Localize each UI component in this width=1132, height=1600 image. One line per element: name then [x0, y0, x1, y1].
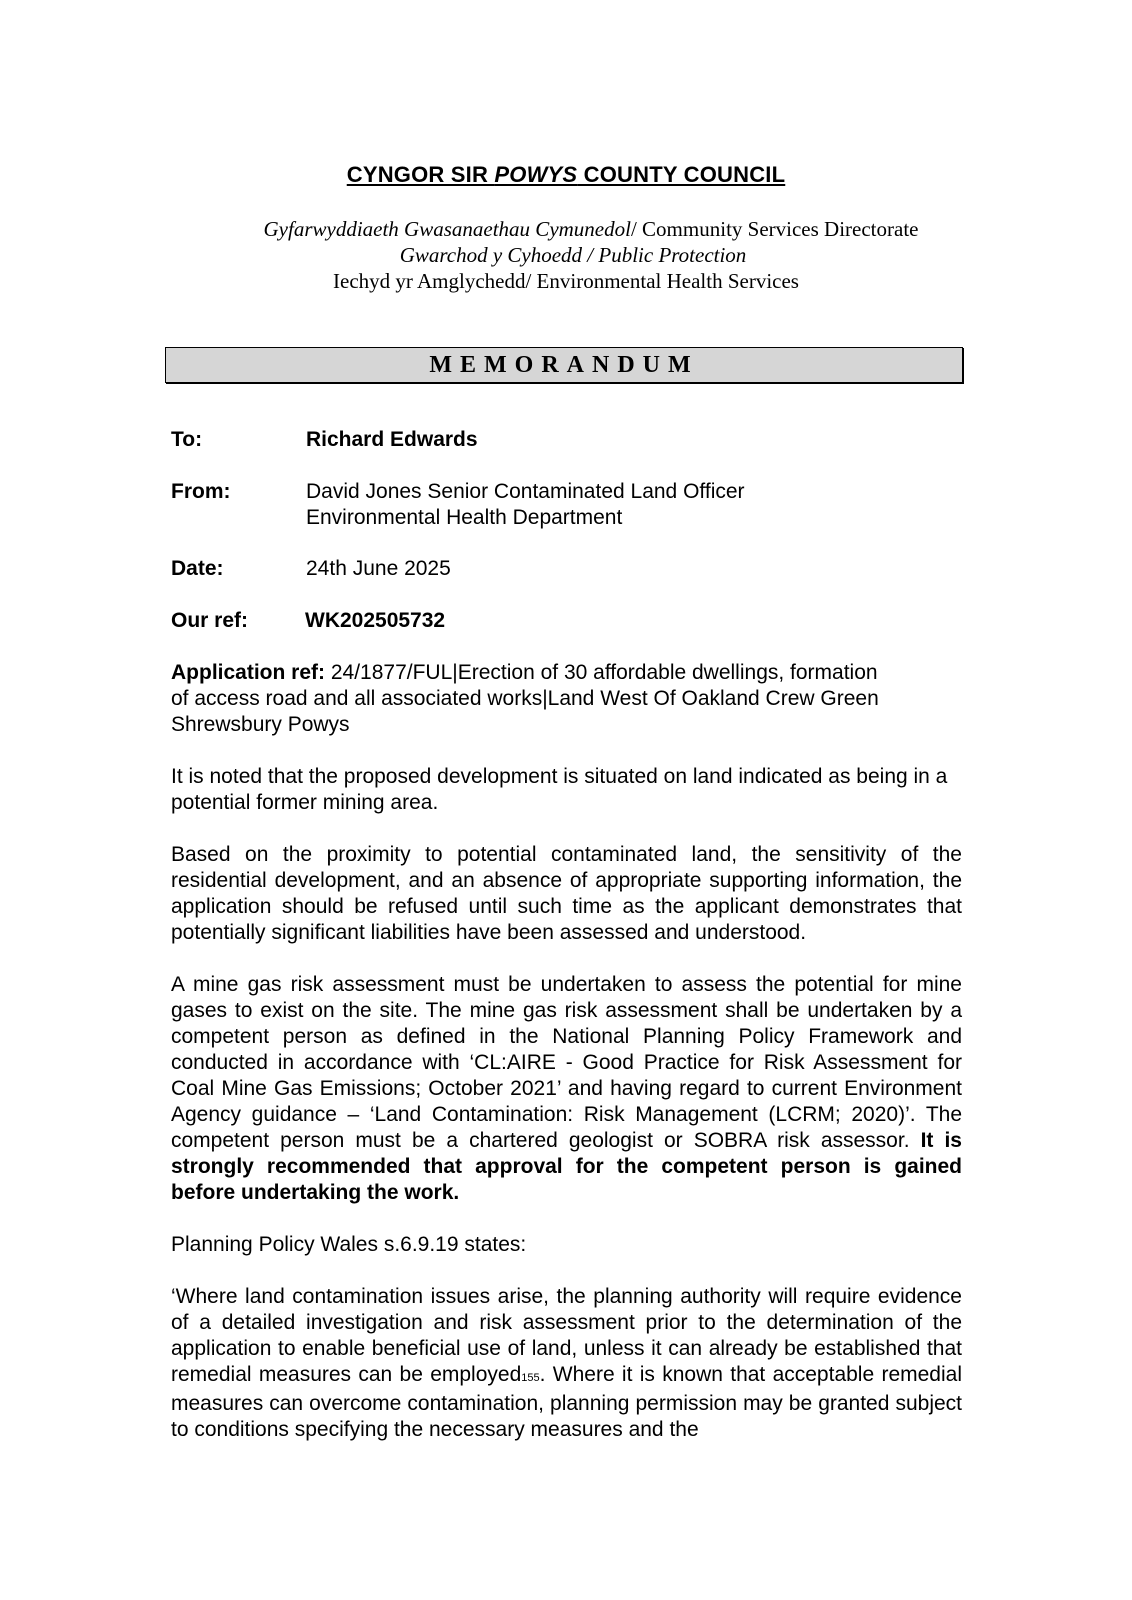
- our-ref-label: Our ref:: [171, 609, 249, 632]
- council-heading-powys: POWYS: [494, 162, 578, 187]
- council-heading: [0, 162, 1132, 188]
- directorate-english: / Community Services Directorate: [630, 217, 919, 241]
- application-ref-line3: Shrewsbury Powys: [171, 713, 350, 736]
- paragraph-mine-gas: [171, 972, 962, 1206]
- policy-quote-part2: . Where it is known that acceptable remedial measures can overcome contamination, planning permission may be granted subject to conditions specifying the necessary measures and the: [171, 1363, 962, 1441]
- paragraph-refusal: Based on the proximity to potential contaminated land, the sensitivity of the residential development, and an absence of appropriate supporting information, the application should be refused until such time as the applicant demonstrates that potentially significant liabilities have been assessed and understood.: [171, 843, 962, 944]
- policy-quote-footnote: 155: [521, 1372, 540, 1384]
- paragraph-policy-quote: [171, 1284, 962, 1443]
- from-value-line2: Environmental Health Department: [306, 506, 623, 529]
- date-label: Date:: [171, 557, 224, 580]
- from-label: From:: [171, 480, 231, 503]
- application-ref-line2: of access road and all associated works|Land West Of Oakland Crew Green: [171, 687, 879, 710]
- environmental-health-line: Iechyd yr Amglychedd/ Environmental Health Services: [333, 269, 799, 293]
- application-ref: [171, 660, 962, 738]
- to-value: Richard Edwards: [306, 428, 478, 451]
- our-ref-value: WK202505732: [305, 609, 446, 632]
- policy-quote-part1: ‘Where land contamination issues arise, the planning authority will require evidence of a detailed investigation and risk assessment prior to the determination of the application to enable beneficial use of land, unless it can already be established that remedial measures can be employed: [171, 1285, 962, 1386]
- directorate-line: [0, 216, 1132, 242]
- directorate-welsh: Gyfarwyddiaeth Gwasanaethau Cymunedol: [263, 217, 631, 241]
- date-value: 24th June 2025: [306, 557, 451, 580]
- from-value-line1: David Jones Senior Contaminated Land Officer: [306, 480, 745, 503]
- application-ref-line1: 24/1877/FUL|Erection of 30 affordable dwellings, formation: [325, 661, 878, 684]
- application-ref-label: Application ref:: [171, 661, 326, 684]
- paragraph-mine-gas-text: A mine gas risk assessment must be undertaken to assess the potential for mine gases to exist on the site. The mine gas risk assessment shall be undertaken by a competent person as defined in the National Planning Policy Framework and conducted in accordance with ‘CL:AIRE - Good Practice for Risk Assessment for Coal Mine Gas Emissions; October 2021’ and having regard to current Environment Agency guidance – ‘Land Contamination: Risk Management (LCRM; 2020)’. The competent person must be a chartered geologist or SOBRA risk assessor.: [171, 973, 962, 1152]
- public-protection-line: Gwarchod y Cyhoedd / Public Protection: [399, 243, 747, 267]
- paragraph-mining-area: It is noted that the proposed development is situated on land indicated as being in a potential former mining area.: [171, 765, 948, 814]
- council-heading-part3: COUNTY COUNCIL: [577, 162, 786, 187]
- council-heading-part1: CYNGOR SIR: [346, 162, 495, 187]
- paragraph-mine-gas-recommendation: It is strongly recommended that approval for the competent person is gained before undertaking the work.: [171, 1129, 962, 1204]
- memorandum-title: MEMORANDUM: [165, 347, 963, 383]
- to-label: To:: [171, 428, 203, 451]
- paragraph-policy-wales: Planning Policy Wales s.6.9.19 states:: [171, 1233, 527, 1256]
